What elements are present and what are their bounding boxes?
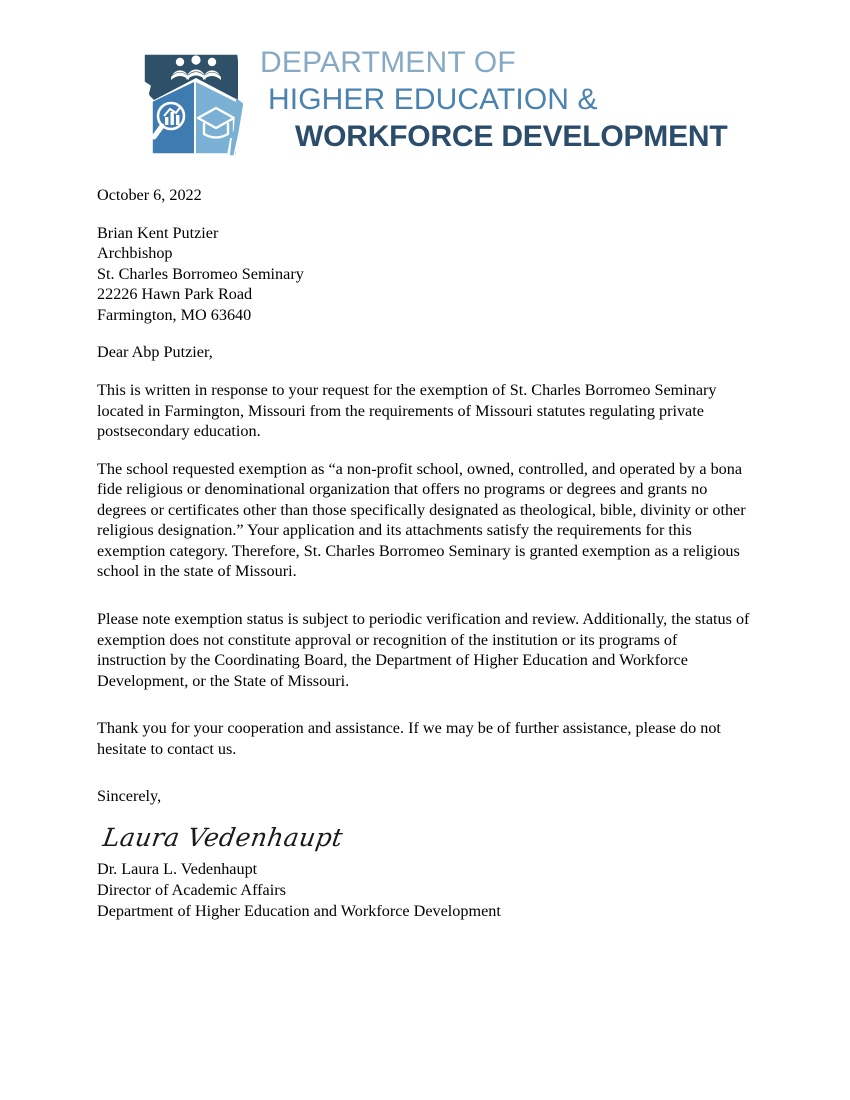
paragraph-3: Please note exemption status is subject to periodic verification and review. Additionally, the status of exemption does not constitute approval or recognition of the institution or its programs of instruction by the Coordinating Board, the Department of Higher Education and Workforce Development, or the State of Missouri. — [97, 610, 750, 690]
paragraph-1: This is written in response to your request for the exemption of St. Charles Borromeo Seminary located in Farmington, Missouri from the requirements of Missouri statutes regulating private postsecondary education. — [97, 380, 717, 441]
recipient-title: Archbishop — [97, 244, 173, 263]
letterhead-line-workforce-development: WORKFORCE DEVELOPMENT — [295, 120, 728, 153]
recipient-name: Brian Kent Putzier — [97, 223, 219, 242]
signer-block — [97, 859, 750, 921]
recipient-address-block — [97, 223, 750, 326]
recipient-street: 22226 Hawn Park Road — [97, 285, 253, 304]
letterhead-line-department: DEPARTMENT OF — [260, 46, 516, 79]
letter-date: October 6, 2022 — [97, 186, 202, 204]
letter-body — [97, 185, 750, 921]
recipient-organization: St. Charles Borromeo Seminary — [97, 264, 304, 283]
signer-title: Director of Academic Affairs — [97, 881, 286, 899]
paragraph-4: Thank you for your cooperation and assistance. If we may be of further assistance, please do not hesitate to contact us. — [97, 719, 721, 758]
letterhead — [140, 42, 727, 158]
missouri-department-logo-icon — [140, 42, 252, 158]
letterhead-line-higher-education: HIGHER EDUCATION & — [268, 83, 598, 116]
salutation: Dear Abp Putzier, — [97, 343, 213, 362]
signer-department: Department of Higher Education and Workforce Development — [97, 901, 501, 920]
letterhead-wordmark — [258, 42, 727, 152]
handwritten-signature: Laura Vedenhaupt — [100, 822, 345, 852]
recipient-city-state-zip: Farmington, MO 63640 — [97, 305, 252, 324]
closing-salutation: Sincerely, — [97, 787, 162, 806]
signer-name: Dr. Laura L. Vedenhaupt — [97, 860, 258, 879]
paragraph-2: The school requested exemption as “a non-profit school, owned, controlled, and operated by a bona fide religious or denominational organization that offers no programs or degrees and grants no degrees or certificates other than those specifically designated as theological, bible, divinity or other religious designation.” Your application and its attachments satisfy the requirements for this exemption category. Therefore, St. Charles Borromeo Seminary is granted exemption as a religious school in the state of Missouri. — [97, 459, 746, 581]
